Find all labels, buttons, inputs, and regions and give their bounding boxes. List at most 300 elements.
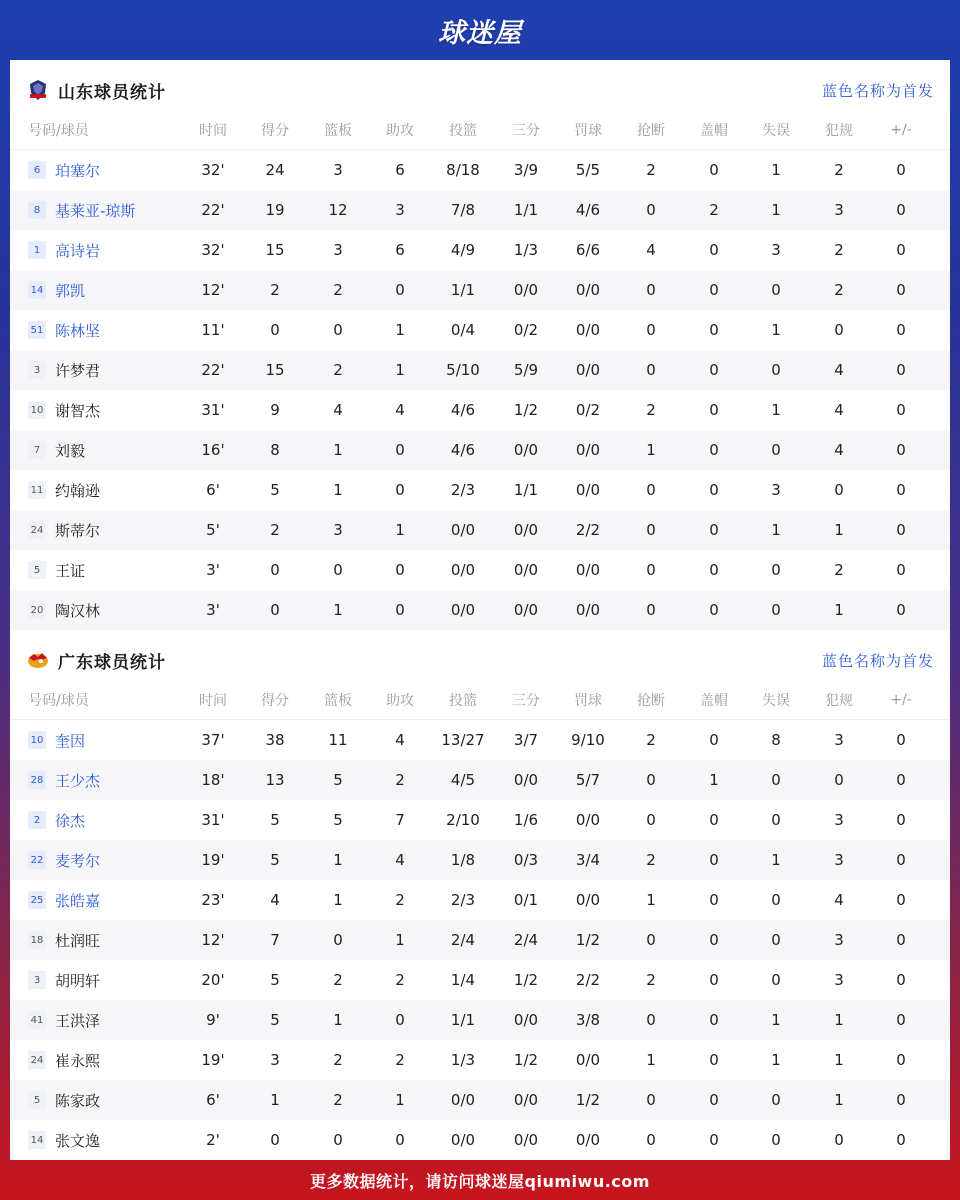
stat-cell: 0 <box>646 771 656 789</box>
player-name[interactable]: 约翰逊 <box>55 481 101 500</box>
stat-cell: 0/0 <box>513 1011 539 1029</box>
stat-cell: 0/0 <box>513 441 539 459</box>
column-header: 号码/球员 <box>28 123 89 139</box>
stat-cell: 0 <box>709 441 719 459</box>
stat-cell: 5 <box>333 811 343 829</box>
column-header: 助攻 <box>386 693 414 709</box>
stat-cell: 0 <box>709 241 719 259</box>
table-row[interactable] <box>10 150 950 190</box>
stat-cell: 0/2 <box>513 321 539 339</box>
stat-cell: 1 <box>333 891 343 909</box>
table-row[interactable] <box>10 470 950 510</box>
stat-cell: 2 <box>646 971 656 989</box>
stat-cell: 1/1 <box>513 201 539 219</box>
stat-cell: 0/0 <box>513 281 539 299</box>
stat-cell: 0 <box>709 361 719 379</box>
player-name[interactable]: 谢智杰 <box>55 401 101 420</box>
stat-cell: 1 <box>834 1051 844 1069</box>
stat-cell: 2 <box>333 1091 343 1109</box>
table-row[interactable] <box>10 390 950 430</box>
stats-table-shandong <box>10 110 950 630</box>
column-header: 抢断 <box>637 123 665 139</box>
stat-cell: 0 <box>896 1091 906 1109</box>
stat-cell: 0/0 <box>513 771 539 789</box>
stat-cell: 0 <box>896 811 906 829</box>
player-cell <box>28 470 100 510</box>
player-cell <box>28 1040 100 1080</box>
player-cell <box>28 760 100 800</box>
stat-cell: 19 <box>265 201 285 219</box>
stat-cell: 0/0 <box>513 1131 539 1149</box>
player-name[interactable]: 崔永熙 <box>55 1051 101 1070</box>
stat-cell: 24 <box>265 161 285 179</box>
stat-cell: 2/3 <box>450 891 476 909</box>
stat-cell: 5/7 <box>575 771 601 789</box>
player-cell <box>28 550 85 590</box>
stat-cell: 0 <box>896 1011 906 1029</box>
table-row[interactable] <box>10 550 950 590</box>
stat-cell: 0/0 <box>450 601 476 619</box>
stat-cell: 0 <box>709 321 719 339</box>
player-name[interactable]: 麦考尔 <box>55 851 101 870</box>
stat-cell: 0/3 <box>513 851 539 869</box>
stat-cell: 4 <box>395 731 405 749</box>
stat-cell: 1 <box>270 1091 280 1109</box>
player-cell <box>28 230 100 270</box>
stat-cell: 3/9 <box>513 161 539 179</box>
stat-cell: 19' <box>201 851 225 869</box>
stat-cell: 1 <box>333 441 343 459</box>
stat-cell: 2/10 <box>446 811 480 829</box>
stat-cell: 0/0 <box>513 601 539 619</box>
jersey-number-badge: 41 <box>28 1011 46 1029</box>
jersey-number-badge: 7 <box>28 441 46 459</box>
stat-cell: 3/7 <box>513 731 539 749</box>
stat-cell: 1 <box>646 1051 656 1069</box>
stat-cell: 0/0 <box>513 521 539 539</box>
table-row[interactable] <box>10 310 950 350</box>
stat-cell: 0 <box>709 811 719 829</box>
stat-cell: 2 <box>395 1051 405 1069</box>
jersey-number-badge: 22 <box>28 851 46 869</box>
stat-cell: 0 <box>896 851 906 869</box>
table-row[interactable] <box>10 840 950 880</box>
stat-cell: 3 <box>834 971 844 989</box>
jersey-number-badge: 51 <box>28 321 46 339</box>
stat-cell: 2 <box>333 971 343 989</box>
stat-cell: 3 <box>333 521 343 539</box>
table-row[interactable] <box>10 1080 950 1120</box>
stat-cell: 12' <box>201 281 225 299</box>
stat-cell: 0 <box>896 361 906 379</box>
stat-cell: 1 <box>395 361 405 379</box>
player-name[interactable]: 斯蒂尔 <box>55 521 101 540</box>
stat-cell: 0 <box>896 241 906 259</box>
stat-cell: 0/4 <box>450 321 476 339</box>
stat-cell: 4/6 <box>450 441 476 459</box>
player-cell <box>28 590 100 630</box>
stat-cell: 3/8 <box>575 1011 601 1029</box>
stat-cell: 0 <box>896 601 906 619</box>
stat-cell: 5/5 <box>575 161 601 179</box>
stat-cell: 2/4 <box>513 931 539 949</box>
player-cell <box>28 150 100 190</box>
stat-cell: 0 <box>709 1131 719 1149</box>
player-name[interactable]: 王洪泽 <box>55 1011 101 1030</box>
stat-cell: 0 <box>771 931 781 949</box>
stat-cell: 0 <box>709 1091 719 1109</box>
stat-cell: 2 <box>709 201 719 219</box>
column-header: 犯规 <box>825 693 853 709</box>
stat-cell: 19' <box>201 1051 225 1069</box>
column-header: 失误 <box>762 123 790 139</box>
player-name[interactable]: 张皓嘉 <box>55 891 101 910</box>
stat-cell: 0 <box>896 1051 906 1069</box>
player-cell <box>28 1000 100 1040</box>
stat-cell: 1 <box>834 1011 844 1029</box>
stat-cell: 3' <box>206 601 220 619</box>
stat-cell: 2 <box>646 851 656 869</box>
stat-cell: 0 <box>646 321 656 339</box>
player-name[interactable]: 杜润旺 <box>55 931 101 950</box>
table-row[interactable] <box>10 1040 950 1080</box>
player-name[interactable]: 刘毅 <box>55 441 86 460</box>
stat-cell: 0 <box>896 891 906 909</box>
stat-cell: 0 <box>834 481 844 499</box>
stat-cell: 2 <box>834 561 844 579</box>
stat-cell: 0 <box>709 401 719 419</box>
stat-cell: 3 <box>395 201 405 219</box>
table-row[interactable] <box>10 920 950 960</box>
stat-cell: 8 <box>270 441 280 459</box>
stat-cell: 2 <box>395 891 405 909</box>
stat-cell: 1 <box>395 931 405 949</box>
stat-cell: 0 <box>896 731 906 749</box>
player-cell <box>28 880 100 920</box>
stat-cell: 32' <box>201 241 225 259</box>
stat-cell: 0/0 <box>575 1051 601 1069</box>
stat-cell: 13/27 <box>441 731 485 749</box>
stat-cell: 2 <box>646 401 656 419</box>
stat-cell: 3 <box>834 201 844 219</box>
stat-cell: 1 <box>771 201 781 219</box>
stat-cell: 2 <box>834 241 844 259</box>
stat-cell: 3 <box>834 931 844 949</box>
stat-cell: 5 <box>270 851 280 869</box>
stats-card <box>10 60 950 1160</box>
stat-cell: 31' <box>201 811 225 829</box>
stat-cell: 6' <box>206 1091 220 1109</box>
stat-cell: 3 <box>771 481 781 499</box>
stat-cell: 2' <box>206 1131 220 1149</box>
stat-cell: 0 <box>646 361 656 379</box>
player-name[interactable]: 徐杰 <box>55 811 86 830</box>
stat-cell: 9 <box>270 401 280 419</box>
stat-cell: 6/6 <box>575 241 601 259</box>
stat-cell: 4/6 <box>450 401 476 419</box>
stat-cell: 4 <box>834 891 844 909</box>
player-cell <box>28 310 100 350</box>
stat-cell: 4 <box>834 361 844 379</box>
stat-cell: 0 <box>709 521 719 539</box>
stat-cell: 9' <box>206 1011 220 1029</box>
stat-cell: 5 <box>270 971 280 989</box>
stat-cell: 0 <box>771 891 781 909</box>
player-name[interactable]: 基莱亚-琼斯 <box>55 201 136 220</box>
stat-cell: 0 <box>709 1011 719 1029</box>
player-name[interactable]: 珀塞尔 <box>55 161 101 180</box>
stat-cell: 1 <box>771 161 781 179</box>
table-row[interactable] <box>10 1000 950 1040</box>
column-header: 时间 <box>199 123 227 139</box>
table-row[interactable] <box>10 720 950 760</box>
jersey-number-badge: 3 <box>28 361 46 379</box>
table-row[interactable] <box>10 350 950 390</box>
column-header: 犯规 <box>825 123 853 139</box>
stat-cell: 37' <box>201 731 225 749</box>
stat-cell: 0 <box>896 321 906 339</box>
table-row[interactable] <box>10 510 950 550</box>
stat-cell: 0 <box>709 971 719 989</box>
column-header: 三分 <box>512 693 540 709</box>
stat-cell: 0 <box>896 401 906 419</box>
jersey-number-badge: 18 <box>28 931 46 949</box>
stat-cell: 0 <box>646 1131 656 1149</box>
column-header: 篮板 <box>324 693 352 709</box>
column-header: 盖帽 <box>700 693 728 709</box>
stat-cell: 0/0 <box>575 481 601 499</box>
player-cell <box>28 920 100 960</box>
stat-cell: 0 <box>771 1131 781 1149</box>
stat-cell: 0 <box>333 321 343 339</box>
stat-cell: 0/1 <box>513 891 539 909</box>
stat-cell: 3 <box>333 241 343 259</box>
player-cell <box>28 1080 100 1120</box>
stat-cell: 3 <box>834 811 844 829</box>
table-header-row <box>10 680 950 720</box>
column-header: 罚球 <box>574 693 602 709</box>
player-name[interactable]: 奎因 <box>55 731 86 750</box>
stat-cell: 5 <box>270 811 280 829</box>
stat-cell: 1/2 <box>575 931 601 949</box>
footer-text[interactable]: 更多数据统计，请访问球迷屋qiumiwu.com <box>310 1171 650 1191</box>
stat-cell: 13 <box>265 771 285 789</box>
stat-cell: 5 <box>333 771 343 789</box>
stat-cell: 0 <box>333 561 343 579</box>
table-row[interactable] <box>10 230 950 270</box>
stat-cell: 2 <box>395 971 405 989</box>
brand-logo: 球迷屋 <box>438 17 522 49</box>
stat-cell: 22' <box>201 201 225 219</box>
jersey-number-badge: 2 <box>28 811 46 829</box>
starter-note: 蓝色名称为首发 <box>821 81 934 100</box>
stat-cell: 0 <box>709 931 719 949</box>
column-header: 盖帽 <box>700 123 728 139</box>
stat-cell: 4/5 <box>450 771 476 789</box>
table-row[interactable] <box>10 190 950 230</box>
stat-cell: 0 <box>709 601 719 619</box>
column-header: 得分 <box>261 693 289 709</box>
stat-cell: 1 <box>395 1091 405 1109</box>
jersey-number-badge: 14 <box>28 1131 46 1149</box>
stat-cell: 22' <box>201 361 225 379</box>
stat-cell: 1/6 <box>513 811 539 829</box>
stat-cell: 0 <box>395 481 405 499</box>
stat-cell: 0 <box>771 1091 781 1109</box>
stat-cell: 0 <box>395 281 405 299</box>
stat-cell: 1 <box>395 521 405 539</box>
stat-cell: 0/0 <box>450 1091 476 1109</box>
jersey-number-badge: 25 <box>28 891 46 909</box>
table-row[interactable] <box>10 760 950 800</box>
stat-cell: 0 <box>646 811 656 829</box>
stat-cell: 1 <box>709 771 719 789</box>
stat-cell: 0 <box>709 1051 719 1069</box>
starter-note: 蓝色名称为首发 <box>821 651 934 670</box>
stat-cell: 0/0 <box>575 281 601 299</box>
player-cell <box>28 430 85 470</box>
stat-cell: 0 <box>709 561 719 579</box>
stat-cell: 0 <box>834 1131 844 1149</box>
stat-cell: 1 <box>834 601 844 619</box>
stat-cell: 1/8 <box>450 851 476 869</box>
table-row[interactable] <box>10 590 950 630</box>
stat-cell: 0 <box>771 281 781 299</box>
stat-cell: 0/0 <box>450 521 476 539</box>
player-name[interactable]: 王证 <box>55 561 86 580</box>
player-name[interactable]: 陶汉林 <box>55 601 101 620</box>
stats-table-guangdong <box>10 680 950 1160</box>
guangdong-team-logo-icon <box>26 648 50 672</box>
player-name[interactable]: 胡明轩 <box>55 971 101 990</box>
stat-cell: 0 <box>896 771 906 789</box>
column-header: 投篮 <box>449 123 477 139</box>
column-header: +/- <box>890 692 912 708</box>
player-name[interactable]: 陈家政 <box>55 1091 101 1110</box>
jersey-number-badge: 5 <box>28 1091 46 1109</box>
stat-cell: 0 <box>333 1131 343 1149</box>
stat-cell: 0/0 <box>513 1091 539 1109</box>
player-cell <box>28 270 85 310</box>
stat-cell: 0 <box>709 851 719 869</box>
player-name[interactable]: 陈林坚 <box>55 321 101 340</box>
player-cell <box>28 800 85 840</box>
stat-cell: 0 <box>646 521 656 539</box>
stat-cell: 1/3 <box>513 241 539 259</box>
jersey-number-badge: 28 <box>28 771 46 789</box>
jersey-number-badge: 20 <box>28 601 46 619</box>
player-name[interactable]: 许梦君 <box>55 361 101 380</box>
stat-cell: 32' <box>201 161 225 179</box>
player-name[interactable]: 高诗岩 <box>55 241 101 260</box>
stat-cell: 4 <box>395 851 405 869</box>
stat-cell: 1/2 <box>513 1051 539 1069</box>
stat-cell: 8/18 <box>446 161 480 179</box>
jersey-number-badge: 1 <box>28 241 46 259</box>
stat-cell: 1/3 <box>450 1051 476 1069</box>
table-row[interactable] <box>10 880 950 920</box>
stat-cell: 1 <box>771 851 781 869</box>
stat-cell: 1 <box>771 521 781 539</box>
stat-cell: 0 <box>834 321 844 339</box>
player-cell <box>28 720 85 760</box>
stat-cell: 38 <box>265 731 285 749</box>
player-cell <box>28 190 135 230</box>
table-row[interactable] <box>10 270 950 310</box>
player-cell <box>28 840 100 880</box>
stat-cell: 3 <box>834 731 844 749</box>
stat-cell: 11 <box>328 731 348 749</box>
table-row[interactable] <box>10 800 950 840</box>
player-name[interactable]: 张文逸 <box>55 1131 101 1150</box>
stat-cell: 0/0 <box>575 891 601 909</box>
player-cell <box>28 1120 100 1160</box>
stat-cell: 5/10 <box>446 361 480 379</box>
stat-cell: 5 <box>270 1011 280 1029</box>
stat-cell: 5/9 <box>513 361 539 379</box>
stat-cell: 0 <box>709 891 719 909</box>
table-row[interactable] <box>10 960 950 1000</box>
stat-cell: 5' <box>206 521 220 539</box>
jersey-number-badge: 5 <box>28 561 46 579</box>
stat-cell: 11' <box>201 321 225 339</box>
table-row[interactable] <box>10 430 950 470</box>
stat-cell: 0 <box>771 771 781 789</box>
stat-cell: 3/4 <box>575 851 601 869</box>
shandong-team-logo-icon <box>26 78 50 102</box>
stat-cell: 0 <box>896 201 906 219</box>
stat-cell: 9/10 <box>571 731 605 749</box>
column-header: 抢断 <box>637 693 665 709</box>
stat-cell: 20' <box>201 971 225 989</box>
stat-cell: 2/3 <box>450 481 476 499</box>
stat-cell: 0 <box>896 441 906 459</box>
stat-cell: 3 <box>333 161 343 179</box>
stat-cell: 3 <box>834 851 844 869</box>
stat-cell: 3 <box>771 241 781 259</box>
player-cell <box>28 960 100 1000</box>
stat-cell: 0 <box>896 1131 906 1149</box>
stat-cell: 0/0 <box>575 321 601 339</box>
stat-cell: 1 <box>771 401 781 419</box>
stat-cell: 0 <box>646 1011 656 1029</box>
stat-cell: 4/6 <box>575 201 601 219</box>
jersey-number-badge: 24 <box>28 1051 46 1069</box>
stat-cell: 0/0 <box>450 561 476 579</box>
stat-cell: 0 <box>646 481 656 499</box>
stat-cell: 1/2 <box>575 1091 601 1109</box>
stat-cell: 0/0 <box>575 361 601 379</box>
stat-cell: 0 <box>771 601 781 619</box>
stat-cell: 0 <box>771 441 781 459</box>
stat-cell: 0 <box>395 1131 405 1149</box>
stat-cell: 0 <box>771 971 781 989</box>
stat-cell: 0 <box>896 521 906 539</box>
stat-cell: 1 <box>395 321 405 339</box>
player-cell <box>28 390 100 430</box>
column-header: 得分 <box>261 123 289 139</box>
player-name[interactable]: 王少杰 <box>55 771 101 790</box>
stat-cell: 0 <box>709 731 719 749</box>
table-row[interactable] <box>10 1120 950 1160</box>
stat-cell: 0 <box>896 971 906 989</box>
stat-cell: 18' <box>201 771 225 789</box>
stat-cell: 1 <box>333 601 343 619</box>
stat-cell: 0 <box>646 601 656 619</box>
stat-cell: 3 <box>270 1051 280 1069</box>
player-name[interactable]: 郭凯 <box>55 281 86 300</box>
stat-cell: 2/2 <box>575 521 601 539</box>
